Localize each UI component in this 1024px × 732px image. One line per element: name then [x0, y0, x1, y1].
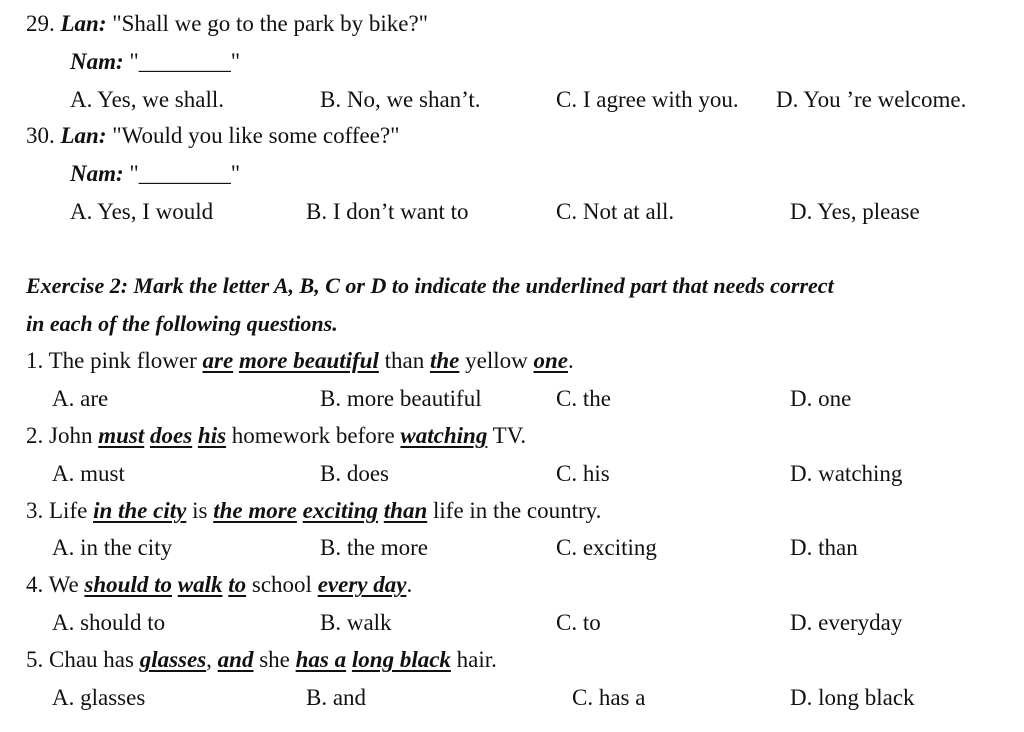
ex2-q3-option-d[interactable]: D. than	[790, 535, 858, 560]
ex2-q5-sentence	[26, 646, 497, 674]
underlined-part-c: exciting	[302, 498, 379, 523]
q30-prompt	[26, 122, 400, 150]
underlined-part-d: one	[533, 348, 568, 373]
ex2-q2-option-b[interactable]: B. does	[320, 461, 389, 486]
q30-option-d[interactable]: D. Yes, please	[790, 199, 920, 224]
q29-option-d[interactable]: D. You ’re welcome.	[776, 87, 967, 112]
q29-speaker-lan: Lan:	[60, 11, 107, 36]
ex2-q2-sentence	[26, 422, 526, 450]
ex2-q3-option-b[interactable]: B. the more	[320, 535, 428, 560]
underlined-part-a: glasses	[139, 647, 207, 672]
sentence-text: is	[186, 498, 214, 523]
q29-option-b[interactable]: B. No, we shan’t.	[320, 87, 481, 112]
underlined-part-b: the more	[213, 498, 297, 523]
sentence-text: she	[253, 647, 296, 672]
sentence-text: than	[378, 348, 430, 373]
sentence-text: .	[406, 572, 413, 597]
sentence-text: TV.	[487, 423, 527, 448]
underlined-part-d: long black	[351, 647, 451, 672]
q30-option-c[interactable]: C. Not at all.	[556, 199, 675, 224]
q30-blank: "________"	[129, 161, 241, 186]
underlined-part-a: must	[98, 423, 145, 448]
underlined-part-a: are	[202, 348, 234, 373]
underlined-part-d: than	[383, 498, 428, 523]
ex2-q5-option-a[interactable]: A. glasses	[52, 685, 146, 710]
ex2-q1-sentence	[26, 347, 574, 375]
q29-option-c[interactable]: C. I agree with you.	[556, 87, 739, 112]
ex2-q4-option-a[interactable]: A. should to	[52, 610, 166, 635]
ex2-q1-option-c[interactable]: C. the	[556, 386, 611, 411]
q30-speaker-nam: Nam:	[70, 161, 124, 186]
ex2-q5-option-c[interactable]: C. has a	[572, 685, 646, 710]
q29-speaker-nam: Nam:	[70, 49, 124, 74]
q29-prompt	[26, 10, 428, 38]
q30-response	[70, 160, 240, 188]
ex2-q1-option-d[interactable]: D. one	[790, 386, 852, 411]
ex2-q3-option-a[interactable]: A. in the city	[52, 535, 173, 560]
underlined-part-b: more beautiful	[238, 348, 379, 373]
exercise2-heading-line1: Exercise 2: Mark the letter A, B, C or D to indicate the underlined part that needs correct	[26, 273, 834, 298]
ex2-q1-option-a[interactable]: A. are	[52, 386, 109, 411]
underlined-part-b: and	[217, 647, 254, 672]
q29-blank: "________"	[129, 49, 241, 74]
sentence-text: yellow	[459, 348, 534, 373]
underlined-part-c: his	[197, 423, 227, 448]
q30-line-lan: "Would you like some coffee?"	[112, 123, 400, 148]
sentence-text: 2. John	[26, 423, 99, 448]
sentence-text: 5. Chau has	[26, 647, 140, 672]
q30-option-b[interactable]: B. I don’t want to	[306, 199, 469, 224]
underlined-part-a: in the city	[93, 498, 187, 523]
underlined-part-d: every day	[317, 572, 407, 597]
sentence-text: 1. The pink flower	[26, 348, 203, 373]
underlined-part-c: to	[228, 572, 247, 597]
ex2-q5-option-d[interactable]: D. long black	[790, 685, 915, 710]
underlined-part-b: walk	[177, 572, 223, 597]
sentence-text: life in the country.	[427, 498, 602, 523]
sentence-text: school	[246, 572, 318, 597]
ex2-q3-sentence	[26, 497, 601, 525]
underlined-part-b: does	[149, 423, 193, 448]
sentence-text: .	[567, 348, 574, 373]
sentence-text: hair.	[450, 647, 497, 672]
ex2-q4-option-c[interactable]: C. to	[556, 610, 601, 635]
underlined-part-c: has a	[295, 647, 347, 672]
ex2-q3-option-c[interactable]: C. exciting	[556, 535, 657, 560]
q30-number: 30.	[26, 123, 55, 148]
ex2-q2-option-a[interactable]: A. must	[52, 461, 125, 486]
sentence-text: ,	[206, 647, 218, 672]
q29-option-a[interactable]: A. Yes, we shall.	[70, 87, 224, 112]
q30-speaker-lan: Lan:	[60, 123, 107, 148]
ex2-q2-option-d[interactable]: D. watching	[790, 461, 903, 486]
q29-response	[70, 48, 240, 76]
ex2-q4-option-b[interactable]: B. walk	[320, 610, 392, 635]
ex2-q4-sentence	[26, 571, 412, 599]
ex2-q5-option-b[interactable]: B. and	[306, 685, 367, 710]
ex2-q2-option-c[interactable]: C. his	[556, 461, 610, 486]
q30-option-a[interactable]: A. Yes, I would	[70, 199, 214, 224]
ex2-q4-option-d[interactable]: D. everyday	[790, 610, 903, 635]
q29-line-lan: "Shall we go to the park by bike?"	[112, 11, 429, 36]
sentence-text: homework before	[226, 423, 401, 448]
sentence-text: 3. Life	[26, 498, 94, 523]
sentence-text: 4. We	[26, 572, 85, 597]
ex2-q1-option-b[interactable]: B. more beautiful	[320, 386, 482, 411]
exercise2-heading-line2: in each of the following questions.	[26, 311, 338, 336]
underlined-part-a: should to	[84, 572, 172, 597]
q29-number: 29.	[26, 11, 55, 36]
underlined-part-d: watching	[400, 423, 488, 448]
underlined-part-c: the	[429, 348, 460, 373]
